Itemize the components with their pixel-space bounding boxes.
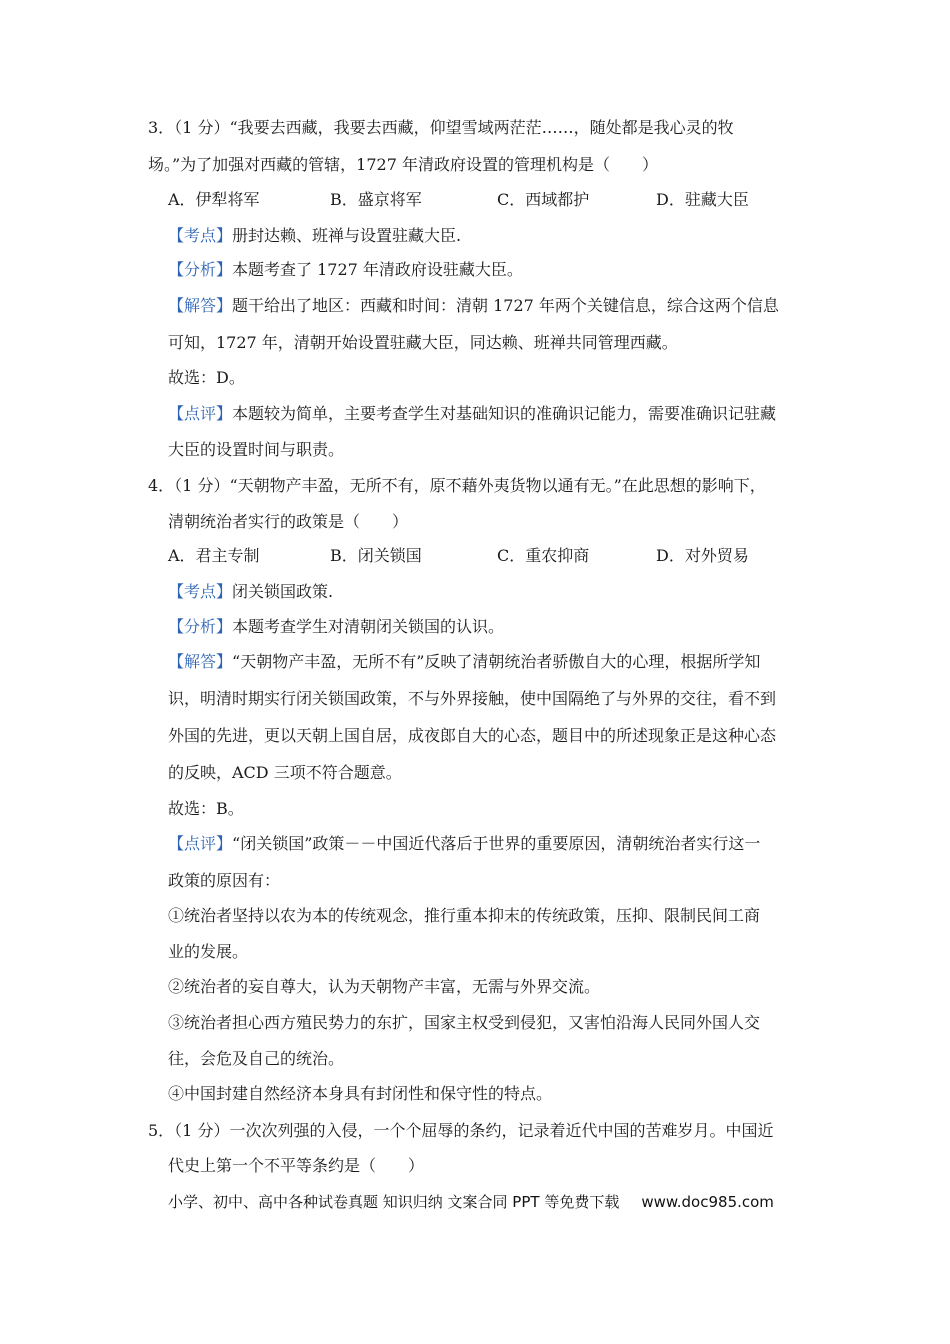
kaodian-tag: 【考点】	[168, 582, 233, 601]
dianping-tag: 【点评】	[168, 834, 233, 853]
q4-option-c: C．重农抑商	[497, 546, 590, 565]
q4-dianping-line2: 政策的原因有：	[168, 871, 281, 890]
q4-jieda-line2: 识，明清时期实行闭关锁国政策，不与外界接触，使中国隔绝了与外界的交往，看不到	[168, 689, 777, 708]
page-footer	[168, 1192, 774, 1212]
q4-option-a: A．君主专制	[168, 546, 260, 565]
q4-jieda-line3: 外国的先进，更以天朝上国自居，成夜郎自大的心态，题目中的所述现象正是这种心态	[168, 726, 777, 745]
q4-stem-line1: 4．（1 分）“天朝物产丰盈，无所不有，原不藉外夷货物以通有无。”在此思想的影响下，	[148, 476, 766, 495]
q4-dianping-line1: 【点评】“闭关锁国”政策－－中国近代落后于世界的重要原因，清朝统治者实行这一	[168, 834, 761, 853]
q3-jieda-line2: 可知，1727 年，清朝开始设置驻藏大臣，同达赖、班禅共同管理西藏。	[168, 333, 678, 352]
q4-jieda-line1: 【解答】“天朝物产丰盈，无所不有”反映了清朝统治者骄傲自大的心理，根据所学知	[168, 652, 761, 671]
jieda-tag: 【解答】	[168, 296, 233, 315]
q4-stem-line2: 清朝统治者实行的政策是（ ）	[168, 512, 409, 531]
q4-kaodian: 【考点】闭关锁国政策.	[168, 582, 334, 601]
q4-reason4: ④中国封建自然经济本身具有封闭性和保守性的特点。	[168, 1084, 553, 1103]
fenxi-tag: 【分析】	[168, 260, 233, 279]
q3-jieda-line1: 【解答】题干给出了地区：西藏和时间：清朝 1727 年两个关键信息，综合这两个信息	[168, 296, 779, 315]
q4-reason1-line1: ①统治者坚持以农为本的传统观念，推行重本抑末的传统政策，压抑、限制民间工商	[168, 906, 761, 925]
q4-fenxi: 【分析】本题考查学生对清朝闭关锁国的认识。	[168, 617, 505, 636]
q4-option-d: D．对外贸易	[656, 546, 749, 565]
q4-reason3-line2: 往，会危及自己的统治。	[168, 1049, 345, 1068]
footer-text: 小学、初中、高中各种试卷真题 知识归纳 文案合同 PPT 等免费下载	[168, 1193, 620, 1211]
q5-stem-line2: 代史上第一个不平等条约是（ ）	[168, 1156, 425, 1175]
q4-jieda-line4: 的反映，ACD 三项不符合题意。	[168, 763, 402, 782]
kaodian-tag: 【考点】	[168, 226, 233, 245]
q4-reason2: ②统治者的妄自尊大，认为天朝物产丰富，无需与外界交流。	[168, 977, 601, 996]
dianping-tag: 【点评】	[168, 404, 233, 423]
q3-kaodian: 【考点】册封达赖、班禅与设置驻藏大臣.	[168, 226, 462, 245]
q3-answer: 故选：D。	[168, 368, 245, 387]
q4-answer: 故选：B。	[168, 799, 244, 818]
q4-reason3-line1: ③统治者担心西方殖民势力的东扩，国家主权受到侵犯，又害怕沿海人民同外国人交	[168, 1013, 761, 1032]
q5-stem-line1: 5．（1 分）一次次列强的入侵，一个个屈辱的条约，记录着近代中国的苦难岁月。中国近	[148, 1121, 774, 1140]
q3-option-b: B．盛京将军	[330, 190, 422, 209]
q3-option-d: D．驻藏大臣	[656, 190, 749, 209]
q3-option-a: A．伊犁将军	[168, 190, 260, 209]
q4-option-b: B．闭关锁国	[330, 546, 422, 565]
fenxi-tag: 【分析】	[168, 617, 233, 636]
q3-stem-line2: 场。”为了加强对西藏的管辖，1727 年清政府设置的管理机构是（ ）	[148, 155, 658, 174]
jieda-tag: 【解答】	[168, 652, 233, 671]
q3-option-c: C．西域都护	[497, 190, 590, 209]
q3-dianping-line1: 【点评】本题较为简单，主要考查学生对基础知识的准确识记能力，需要准确识记驻藏	[168, 404, 777, 423]
footer-url: www.doc985.com	[641, 1193, 774, 1211]
q3-fenxi: 【分析】本题考查了 1727 年清政府设驻藏大臣。	[168, 260, 523, 279]
q3-dianping-line2: 大臣的设置时间与职责。	[168, 440, 345, 459]
q4-reason1-line2: 业的发展。	[168, 942, 249, 961]
q3-stem-line1: 3．（1 分）“我要去西藏，我要去西藏，仰望雪域两茫茫……，随处都是我心灵的牧	[148, 118, 734, 137]
